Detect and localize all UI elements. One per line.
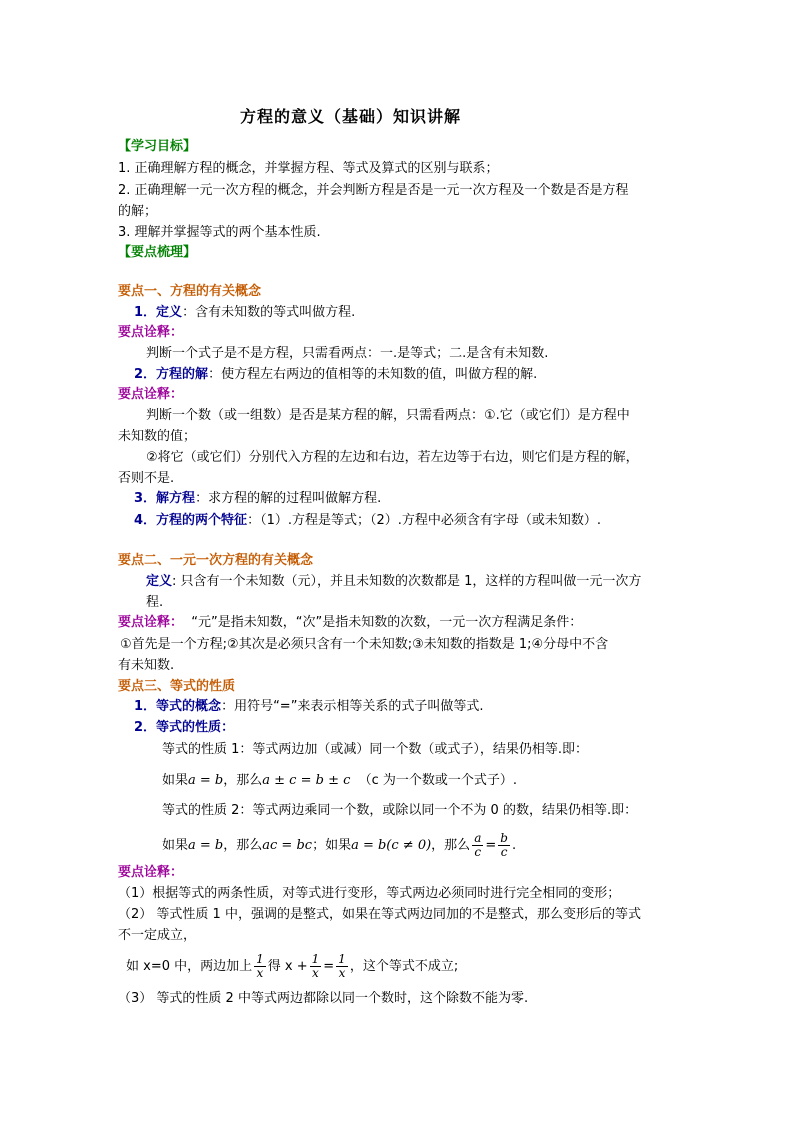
n2-f1-num: 1 bbox=[256, 952, 264, 966]
property-2-example bbox=[162, 831, 516, 861]
point3-c1-label: 等式的概念 bbox=[156, 699, 222, 714]
n2-fraction-3 bbox=[336, 953, 348, 980]
goal-item-2: 2. 正确理解一元一次方程的概念，并会判断方程是否是一元一次方程及一个数是否是方程 bbox=[118, 183, 629, 198]
point1-def-label: 定义 bbox=[156, 305, 183, 320]
point2-def-line2: 程. bbox=[146, 595, 164, 610]
point2-def-label: 定义 bbox=[146, 574, 173, 589]
point2-heading: 要点二、一元一次方程的有关概念 bbox=[118, 553, 314, 568]
ex2-condition: a = b bbox=[188, 838, 224, 853]
goal-item-1: 1. 正确理解方程的概念，并掌握方程、等式及算式的区别与联系； bbox=[118, 161, 499, 176]
point3-note-2-line2: 不一定成立， bbox=[118, 928, 197, 943]
point1-solve-text: ：求方程的解的过程叫做解方程. bbox=[195, 491, 382, 506]
point1-note-label: 要点诠释： bbox=[118, 325, 184, 340]
point1-def-num: 1． bbox=[134, 305, 157, 320]
point2-note bbox=[118, 614, 582, 632]
ex2-frac-c1: c bbox=[474, 845, 482, 859]
point2-def-line1: : 只含有一个未知数（元），并且未知数的次数都是 1，这样的方程叫做一元一次方 bbox=[172, 574, 642, 589]
n2-f1-den: x bbox=[256, 966, 264, 980]
ex2-frac-c2: c bbox=[500, 845, 508, 859]
point1-heading: 要点一、方程的有关概念 bbox=[118, 284, 262, 299]
ex2-end: . bbox=[511, 838, 517, 853]
n2-f3-num: 1 bbox=[338, 952, 346, 966]
ex2-fraction-right bbox=[498, 832, 510, 859]
point3-note-3: （3） 等式的性质 2 中等式两边都除以同一个数时，这个除数不能为零. bbox=[118, 991, 529, 1006]
ex2-eqsign: = bbox=[485, 838, 497, 853]
n2-f3-den: x bbox=[338, 966, 346, 980]
point3-c2-num: 2． bbox=[134, 720, 157, 735]
point3-c1-num: 1． bbox=[134, 699, 157, 714]
n2-f2-num: 1 bbox=[311, 952, 320, 966]
ex1-pre: 如果 bbox=[162, 773, 189, 788]
key-points-header: 【要点梳理】 bbox=[118, 245, 197, 260]
point1-note2-line2: 未知数的值； bbox=[118, 429, 197, 444]
learning-goals-header: 【学习目标】 bbox=[118, 139, 197, 154]
n2-f2-den: x bbox=[312, 966, 319, 980]
point3-note-2-example bbox=[126, 952, 458, 982]
point1-solve-label: 解方程 bbox=[156, 491, 196, 506]
page-title: 方程的意义（基础）知识讲解 bbox=[240, 107, 462, 126]
point2-cond-line1: ①首先是一个方程;②其次是必须只含有一个未知数;③未知数的指数是 1;④分母中不含 bbox=[120, 637, 609, 652]
point1-def-text: ：含有未知数的等式叫做方程. bbox=[182, 305, 356, 320]
point1-note2-line4: 否则不是. bbox=[118, 471, 175, 486]
point1-feat-label: 方程的两个特征 bbox=[156, 513, 248, 528]
n2-ex-mid: 得 x + bbox=[267, 959, 308, 974]
goal-item-2-cont: 的解； bbox=[118, 204, 158, 219]
point2-note-label: 要点诠释： bbox=[118, 615, 184, 630]
point1-sol-text: ：使方程左右两边的值相等的未知数的值，叫做方程的解. bbox=[208, 367, 538, 382]
point1-solution bbox=[134, 366, 537, 384]
ex2-fraction-left bbox=[472, 832, 483, 859]
point3-note-label: 要点诠释： bbox=[118, 865, 184, 880]
ex2-sep: ；如果 bbox=[312, 838, 352, 853]
point3-c2-label: 等式的性质 bbox=[156, 720, 222, 735]
point3-note-1: （1）根据等式的两条性质，对等式进行变形，等式两边必须同时进行完全相同的变形； bbox=[118, 886, 621, 901]
point3-note-2-line1: （2） 等式性质 1 中，强调的是整式，如果在等式两边同加的不是整式，那么变形后的等式 bbox=[118, 907, 641, 922]
n2-fraction-1 bbox=[254, 953, 266, 980]
point1-sol-num: 2． bbox=[134, 367, 157, 382]
point1-feat-text: ：（1）.方程是等式；（2）.方程中必须含有字母（或未知数）. bbox=[247, 513, 602, 528]
ex1-mid: ，那么 bbox=[223, 773, 263, 788]
point2-cond-line2: 有未知数. bbox=[118, 658, 175, 673]
point1-feat-num: 4． bbox=[134, 513, 157, 528]
point1-definition bbox=[134, 304, 355, 322]
ex2-mid2: ，那么 bbox=[431, 838, 471, 853]
property-1-example bbox=[162, 772, 517, 790]
ex2-frac-a: a bbox=[474, 831, 482, 845]
ex2-condition2: a = b(c ≠ 0) bbox=[351, 838, 432, 853]
n2-eq: = bbox=[323, 959, 335, 974]
point1-solve-num: 3． bbox=[134, 491, 157, 506]
point2-definition bbox=[146, 573, 641, 591]
ex1-equation: a ± c = b ± c bbox=[262, 773, 351, 788]
n2-ex-post: ，这个等式不成立; bbox=[349, 959, 459, 974]
ex2-pre: 如果 bbox=[162, 838, 189, 853]
point3-c1-text: ：用符号“=”来表示相等关系的式子叫做等式. bbox=[221, 699, 484, 714]
property-1: 等式的性质 1：等式两边加（或减）同一个数（或式子），结果仍相等.即： bbox=[162, 742, 589, 757]
property-2: 等式的性质 2：等式两边乘同一个数，或除以同一个不为 0 的数，结果仍相等.即： bbox=[162, 803, 638, 818]
point1-sol-label: 方程的解 bbox=[156, 367, 209, 382]
point2-note-text: “元”是指未知数，“次”是指未知数的次数，一元一次方程满足条件： bbox=[191, 615, 583, 630]
point1-note2-line3: ②将它（或它们）分别代入方程的左边和右边，若左边等于右边，则它们是方程的解， bbox=[146, 450, 639, 465]
ex2-equation: ac = bc bbox=[262, 838, 313, 853]
n2-ex-pre: 如 x=0 中，两边加上 bbox=[126, 959, 253, 974]
point3-heading: 要点三、等式的性质 bbox=[118, 679, 236, 694]
ex1-condition: a = b bbox=[188, 773, 224, 788]
point3-properties bbox=[134, 719, 234, 737]
point1-solve bbox=[134, 490, 381, 508]
ex2-frac-b: b bbox=[500, 831, 508, 845]
ex1-post: （c 为一个数或一个式子）. bbox=[358, 773, 518, 788]
point3-concept bbox=[134, 698, 484, 716]
point3-c2-colon: ： bbox=[221, 720, 235, 735]
goal-item-3: 3. 理解并掌握等式的两个基本性质. bbox=[118, 225, 321, 240]
n2-fraction-2 bbox=[310, 953, 322, 980]
point1-note2-line1: 判断一个数（或一组数）是否是某方程的解，只需看两点：①.它（或它们）是方程中 bbox=[146, 408, 630, 423]
point1-note1: 判断一个式子是不是方程，只需看两点：一.是等式；二.是含有未知数. bbox=[146, 346, 549, 361]
point1-features bbox=[134, 512, 601, 530]
ex2-mid: ，那么 bbox=[223, 838, 263, 853]
point1-note2-label: 要点诠释： bbox=[118, 387, 184, 402]
